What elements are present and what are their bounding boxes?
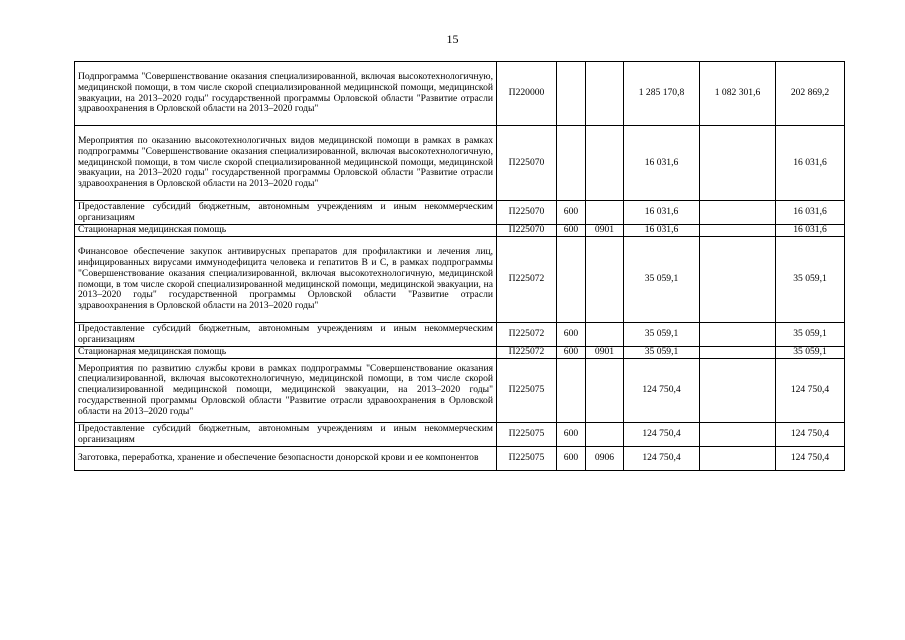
amount-column-2	[700, 359, 776, 423]
amount-column-3: 16 031,6	[776, 126, 845, 201]
amount-column-3: 124 750,4	[776, 359, 845, 423]
expense-type	[557, 62, 586, 126]
page-number: 15	[446, 32, 459, 46]
row-name: Мероприятия по оказанию высокотехнологичных видов медицинской помощи в рамках в рамках подпрограммы "Совершенствование оказания специализированной, включая высокотехнологичную, медицинской помощи, в том числе скорой специализированной медицинской помощи, медицинской эвакуации, на 2013–2020 годы" государственной программы Орловской области "Развитие отрасли здравоохранения в Орловской области на 2013–2020 годы"	[75, 126, 497, 201]
section-code: 0906	[586, 447, 624, 471]
table-row	[75, 201, 845, 225]
amount-column-3: 16 031,6	[776, 201, 845, 225]
amount-column-3: 16 031,6	[776, 225, 845, 237]
target-code: П225072	[497, 237, 557, 323]
row-name: Мероприятия по развитию службы крови в рамках подпрограммы "Совершенствование оказания специализированной, включая высокотехнологичную, медицинской помощи, в том числе скорой специализированной медицинской помощи, медицинской эвакуации, на 2013–2020 годы" государственной программы Орловской области "Развитие отрасли здравоохранения в Орловской области на 2013–2020 годы"	[75, 359, 497, 423]
row-name: Финансовое обеспечение закупок антивирусных препаратов для профилактики и лечения лиц, инфицированных вирусами иммунодефицита человека и гепатитов В и С, в рамках подпрограммы "Совершенствование оказания специализированной, включая высокотехнологичную, медицинской помощи, в том числе скорой специализированной медицинской помощи, медицинской эвакуации, на 2013–2020 годы" государственной программы Орловской области "Развитие отрасли здравоохранения в Орловской области на 2013–2020 годы"	[75, 237, 497, 323]
amount-total: 35 059,1	[624, 347, 700, 359]
row-name: Предоставление субсидий бюджетным, автономным учреждениям и иным некоммерческим организациям	[75, 323, 497, 347]
expense-type: 600	[557, 423, 586, 447]
target-code: П225070	[497, 225, 557, 237]
amount-column-3: 124 750,4	[776, 423, 845, 447]
target-code: П225075	[497, 423, 557, 447]
table-row	[75, 62, 845, 126]
amount-column-2	[700, 447, 776, 471]
amount-column-2: 1 082 301,6	[700, 62, 776, 126]
target-code: П225075	[497, 447, 557, 471]
table-row	[75, 126, 845, 201]
row-name: Предоставление субсидий бюджетным, автономным учреждениям и иным некоммерческим организациям	[75, 201, 497, 225]
target-code: П225072	[497, 323, 557, 347]
section-code	[586, 359, 624, 423]
amount-total: 16 031,6	[624, 201, 700, 225]
target-code: П220000	[497, 62, 557, 126]
amount-column-2	[700, 347, 776, 359]
section-code: 0901	[586, 225, 624, 237]
amount-column-2	[700, 126, 776, 201]
amount-column-3: 35 059,1	[776, 347, 845, 359]
amount-column-3: 124 750,4	[776, 447, 845, 471]
amount-total: 35 059,1	[624, 323, 700, 347]
table-row	[75, 359, 845, 423]
expense-type	[557, 237, 586, 323]
amount-total: 124 750,4	[624, 447, 700, 471]
target-code: П225072	[497, 347, 557, 359]
table-row	[75, 323, 845, 347]
amount-column-2	[700, 201, 776, 225]
section-code	[586, 126, 624, 201]
amount-total: 124 750,4	[624, 359, 700, 423]
budget-table	[74, 61, 845, 471]
row-name: Подпрограмма "Совершенствование оказания специализированной, включая высокотехнологичную, медицинской помощи, в том числе скорой специализированной медицинской помощи, медицинской эвакуации, на 2013–2020 годы" государственной программы Орловской области "Развитие отрасли здравоохранения в Орловской области на 2013–2020 годы"	[75, 62, 497, 126]
target-code: П225075	[497, 359, 557, 423]
amount-column-3: 202 869,2	[776, 62, 845, 126]
table-row	[75, 347, 845, 359]
amount-column-2	[700, 237, 776, 323]
row-name: Стационарная медицинская помощь	[75, 225, 497, 237]
expense-type: 600	[557, 347, 586, 359]
table-row	[75, 423, 845, 447]
amount-total: 16 031,6	[624, 126, 700, 201]
section-code: 0901	[586, 347, 624, 359]
section-code	[586, 62, 624, 126]
amount-column-2	[700, 423, 776, 447]
section-code	[586, 323, 624, 347]
row-name: Предоставление субсидий бюджетным, автономным учреждениям и иным некоммерческим организациям	[75, 423, 497, 447]
row-name: Заготовка, переработка, хранение и обеспечение безопасности донорской крови и ее компонентов	[75, 447, 497, 471]
expense-type	[557, 126, 586, 201]
section-code	[586, 201, 624, 225]
table-row	[75, 237, 845, 323]
amount-column-2	[700, 323, 776, 347]
target-code: П225070	[497, 126, 557, 201]
amount-column-2	[700, 225, 776, 237]
amount-total: 16 031,6	[624, 225, 700, 237]
section-code	[586, 423, 624, 447]
expense-type	[557, 359, 586, 423]
amount-total: 1 285 170,8	[624, 62, 700, 126]
table-row	[75, 447, 845, 471]
expense-type: 600	[557, 323, 586, 347]
expense-type: 600	[557, 201, 586, 225]
amount-total: 35 059,1	[624, 237, 700, 323]
amount-column-3: 35 059,1	[776, 323, 845, 347]
amount-total: 124 750,4	[624, 423, 700, 447]
amount-column-3: 35 059,1	[776, 237, 845, 323]
section-code	[586, 237, 624, 323]
table-row	[75, 225, 845, 237]
expense-type: 600	[557, 225, 586, 237]
target-code: П225070	[497, 201, 557, 225]
expense-type: 600	[557, 447, 586, 471]
row-name: Стационарная медицинская помощь	[75, 347, 497, 359]
